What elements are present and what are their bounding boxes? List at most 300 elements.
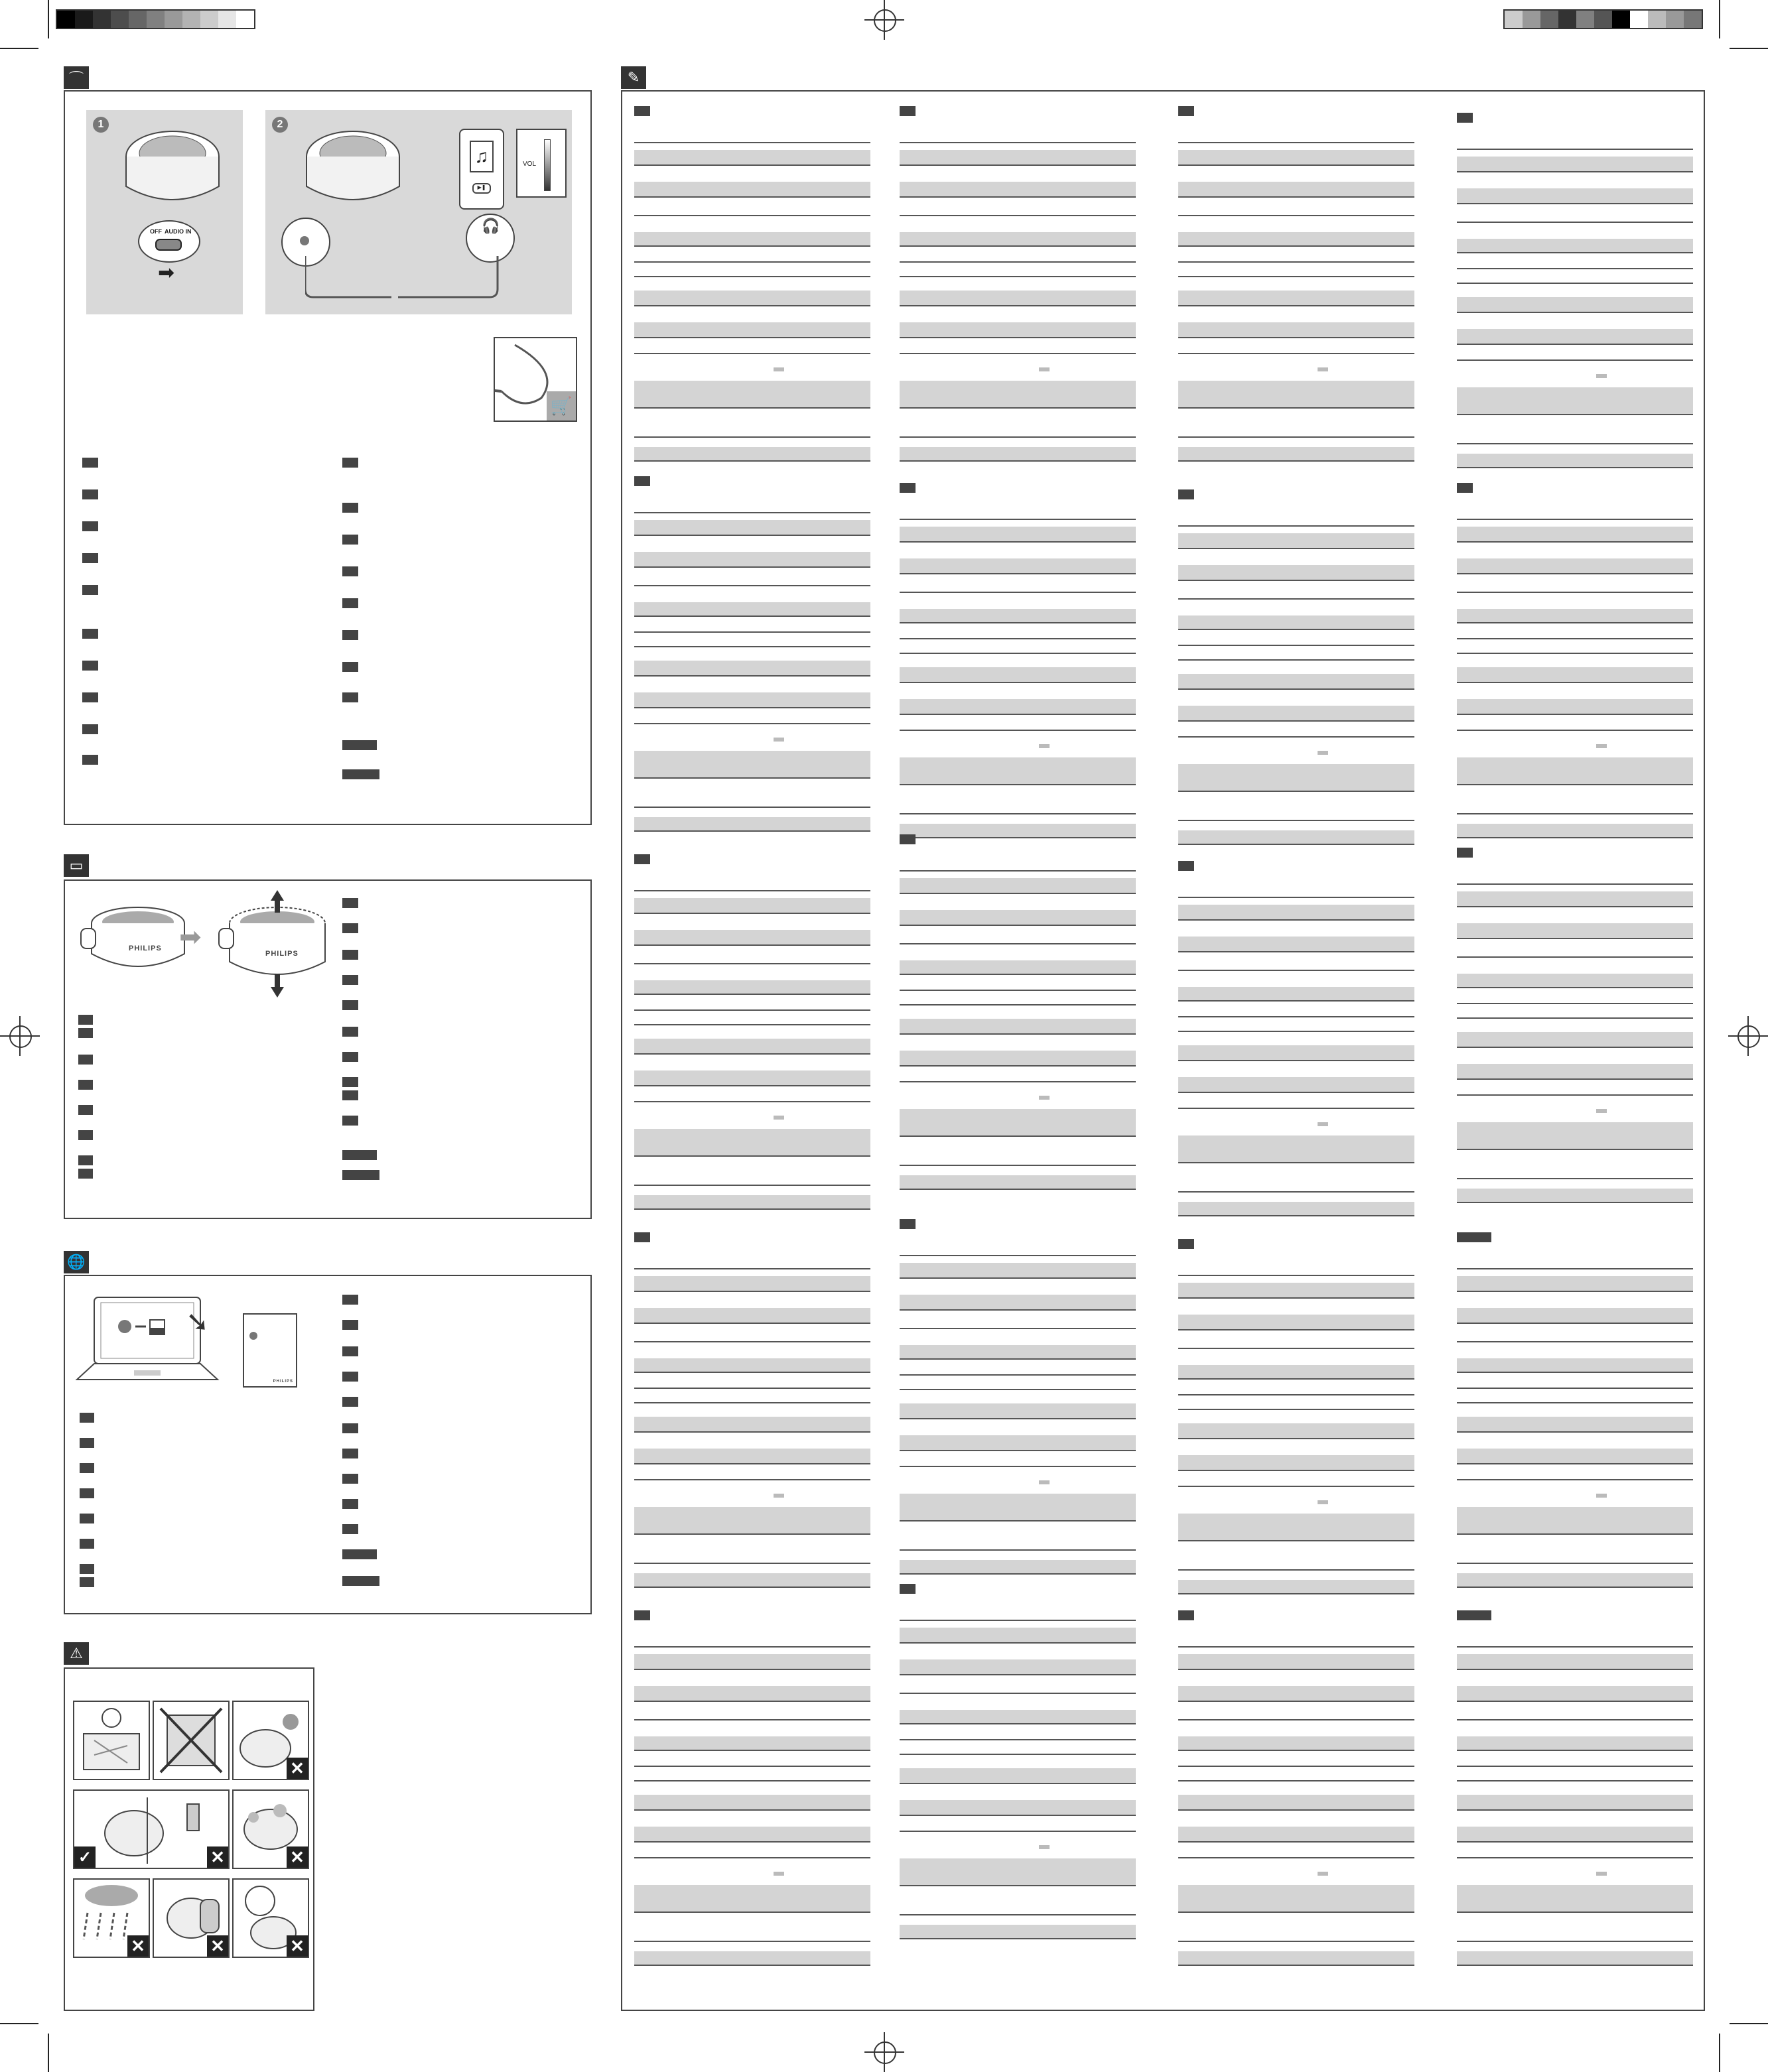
text-line bbox=[900, 1520, 1136, 1522]
text-line bbox=[634, 944, 870, 946]
no-water-icon bbox=[154, 1702, 228, 1779]
text-line bbox=[1178, 1766, 1414, 1767]
cable-accessory-box bbox=[494, 337, 577, 422]
language-code bbox=[1178, 489, 1194, 499]
text-line bbox=[900, 436, 1136, 438]
text-band bbox=[634, 182, 870, 196]
text-line bbox=[900, 990, 1136, 991]
doc-brand: PHILIPS bbox=[273, 1380, 293, 1384]
mini-mark bbox=[774, 1494, 784, 1498]
language-code bbox=[342, 1170, 379, 1180]
text-line bbox=[900, 1620, 1136, 1621]
text-line bbox=[1178, 305, 1414, 306]
text-line bbox=[634, 1053, 870, 1055]
text-band bbox=[900, 558, 1136, 573]
text-line bbox=[1457, 203, 1693, 204]
text-line bbox=[900, 305, 1136, 306]
language-code bbox=[634, 1610, 650, 1620]
text-line bbox=[1457, 1094, 1693, 1096]
text-line bbox=[1178, 791, 1414, 792]
text-band bbox=[900, 291, 1136, 305]
text-line bbox=[1457, 592, 1693, 593]
text-band bbox=[634, 1507, 870, 1533]
language-code bbox=[82, 629, 98, 639]
text-line bbox=[1457, 714, 1693, 715]
text-line bbox=[634, 777, 870, 779]
text-line bbox=[1178, 1646, 1414, 1648]
no-water-immersion-illustration bbox=[153, 1701, 230, 1780]
text-line bbox=[1178, 919, 1414, 921]
mini-mark bbox=[1596, 744, 1607, 748]
text-line bbox=[634, 276, 870, 277]
language-code bbox=[78, 1015, 93, 1025]
text-line bbox=[900, 1938, 1136, 1939]
text-line bbox=[1457, 1646, 1693, 1648]
text-line bbox=[634, 1750, 870, 1751]
text-line bbox=[1457, 883, 1693, 885]
text-band bbox=[1178, 1423, 1414, 1438]
text-line bbox=[1178, 720, 1414, 722]
text-line bbox=[900, 837, 1136, 838]
text-band bbox=[1457, 1885, 1693, 1911]
text-line bbox=[1178, 1108, 1414, 1109]
text-line bbox=[1457, 1780, 1693, 1781]
crop-mark bbox=[0, 48, 38, 49]
switch-slider bbox=[155, 239, 182, 251]
text-line bbox=[634, 1780, 870, 1781]
text-line bbox=[1457, 252, 1693, 253]
text-band bbox=[900, 182, 1136, 196]
text-band bbox=[1178, 764, 1414, 791]
text-line bbox=[634, 407, 870, 409]
text-band bbox=[1178, 987, 1414, 1000]
mini-mark bbox=[774, 1116, 784, 1120]
text-line bbox=[1457, 1291, 1693, 1292]
text-line bbox=[634, 830, 870, 832]
text-line bbox=[1457, 837, 1693, 838]
text-band bbox=[1178, 830, 1414, 844]
text-band bbox=[1178, 1795, 1414, 1809]
language-code bbox=[82, 724, 98, 734]
text-band bbox=[1178, 1283, 1414, 1297]
language-code bbox=[342, 1576, 379, 1586]
mini-mark bbox=[1318, 1872, 1328, 1876]
text-line bbox=[1178, 1569, 1414, 1571]
text-band bbox=[900, 150, 1136, 164]
text-line bbox=[634, 994, 870, 995]
crop-mark bbox=[1719, 0, 1720, 38]
text-line bbox=[900, 142, 1136, 143]
text-line bbox=[1457, 1372, 1693, 1373]
mini-mark bbox=[1318, 1122, 1328, 1126]
text-band bbox=[1178, 1135, 1414, 1162]
text-band bbox=[1457, 1189, 1693, 1202]
step-1-illustration bbox=[86, 110, 243, 314]
text-line bbox=[1178, 353, 1414, 354]
language-code bbox=[342, 1090, 358, 1100]
text-line bbox=[900, 196, 1136, 198]
language-code bbox=[342, 950, 358, 960]
text-line bbox=[634, 890, 870, 891]
text-line bbox=[900, 784, 1136, 785]
text-band bbox=[634, 291, 870, 305]
language-code bbox=[82, 692, 98, 702]
text-line bbox=[1178, 598, 1414, 600]
text-band bbox=[1457, 329, 1693, 344]
text-line bbox=[1457, 1809, 1693, 1811]
text-line bbox=[1178, 1809, 1414, 1811]
text-line bbox=[1178, 688, 1414, 690]
text-line bbox=[900, 1693, 1136, 1694]
text-line bbox=[634, 1586, 870, 1588]
text-band bbox=[900, 447, 1136, 460]
text-band bbox=[634, 602, 870, 615]
web-panel bbox=[64, 1275, 592, 1614]
text-band bbox=[634, 930, 870, 944]
language-code bbox=[342, 503, 358, 513]
text-line bbox=[1178, 645, 1414, 646]
text-band bbox=[1457, 527, 1693, 541]
text-line bbox=[634, 1208, 870, 1210]
speaker-icon bbox=[119, 123, 226, 210]
text-band bbox=[900, 1295, 1136, 1309]
text-band bbox=[900, 1800, 1136, 1815]
text-band bbox=[900, 1628, 1136, 1642]
text-line bbox=[1457, 1965, 1693, 1966]
language-code bbox=[900, 1219, 916, 1229]
text-band bbox=[1457, 1827, 1693, 1841]
mini-mark bbox=[1039, 744, 1050, 748]
text-band bbox=[1457, 1507, 1693, 1533]
allowed-icon: ✓ bbox=[74, 1846, 96, 1868]
text-line bbox=[1457, 541, 1693, 543]
dot-icon bbox=[249, 1332, 257, 1340]
language-code bbox=[82, 585, 98, 595]
text-band bbox=[1457, 1417, 1693, 1431]
switch-label-audio-in: AUDIO IN bbox=[165, 228, 192, 235]
pencil-icon: ✎ bbox=[627, 69, 640, 86]
text-band bbox=[900, 1560, 1136, 1573]
language-code bbox=[1457, 483, 1473, 493]
text-line bbox=[900, 1450, 1136, 1451]
text-line bbox=[1457, 1268, 1693, 1269]
text-band bbox=[634, 381, 870, 407]
language-code bbox=[342, 898, 358, 908]
headphone-icon: 🎧 bbox=[482, 218, 500, 234]
text-line bbox=[1178, 1841, 1414, 1843]
text-line bbox=[1457, 938, 1693, 939]
text-band bbox=[1178, 905, 1414, 919]
text-band bbox=[1457, 1951, 1693, 1965]
language-code bbox=[1178, 1239, 1194, 1249]
text-band bbox=[634, 1951, 870, 1965]
text-band bbox=[1457, 1032, 1693, 1047]
switch-label-off: OFF bbox=[150, 228, 162, 235]
text-line bbox=[1457, 1669, 1693, 1670]
language-code bbox=[900, 483, 916, 493]
text-line bbox=[900, 925, 1136, 926]
text-line bbox=[900, 407, 1136, 409]
mini-mark bbox=[1318, 751, 1328, 755]
text-line bbox=[900, 1081, 1136, 1082]
manual-tab bbox=[621, 66, 646, 89]
language-code bbox=[342, 1027, 358, 1037]
text-line bbox=[1457, 344, 1693, 345]
language-code bbox=[342, 1397, 358, 1407]
language-code bbox=[900, 1584, 916, 1594]
text-band bbox=[1178, 1365, 1414, 1378]
mini-mark bbox=[1596, 1872, 1607, 1876]
text-line bbox=[634, 1841, 870, 1843]
arrow-right-icon: ➡ bbox=[179, 923, 202, 952]
text-line bbox=[1457, 149, 1693, 150]
text-band bbox=[1457, 1358, 1693, 1372]
arrow-curved-icon: ➘ bbox=[186, 1306, 210, 1337]
text-line bbox=[900, 573, 1136, 574]
text-line bbox=[1178, 215, 1414, 216]
language-code bbox=[342, 975, 358, 985]
language-code bbox=[342, 1423, 358, 1433]
mini-mark bbox=[774, 738, 784, 742]
text-band bbox=[1178, 1686, 1414, 1701]
text-line bbox=[634, 1101, 870, 1102]
text-band bbox=[1457, 297, 1693, 312]
speaker-brand: PHILIPS bbox=[265, 950, 299, 958]
text-band bbox=[1178, 1202, 1414, 1215]
text-line bbox=[900, 1674, 1136, 1675]
language-code bbox=[78, 1080, 93, 1090]
text-line bbox=[1178, 1941, 1414, 1942]
language-code bbox=[82, 521, 98, 531]
text-line bbox=[1457, 622, 1693, 623]
text-band bbox=[900, 1175, 1136, 1189]
text-band bbox=[634, 1795, 870, 1809]
text-line bbox=[1457, 268, 1693, 269]
text-band bbox=[1457, 923, 1693, 938]
text-band bbox=[634, 1276, 870, 1291]
cable-icon: ⌒ bbox=[68, 70, 84, 87]
text-line bbox=[1178, 1378, 1414, 1380]
text-line bbox=[1178, 196, 1414, 198]
text-band bbox=[900, 527, 1136, 541]
language-code bbox=[342, 1372, 358, 1382]
multilingual-text-panel bbox=[621, 90, 1705, 2011]
text-line bbox=[1457, 1766, 1693, 1767]
volume-slider bbox=[544, 139, 551, 191]
text-band bbox=[900, 1019, 1136, 1033]
text-line bbox=[900, 730, 1136, 731]
text-line bbox=[900, 1004, 1136, 1005]
text-line bbox=[634, 723, 870, 724]
registration-mark-top bbox=[864, 0, 904, 40]
language-code bbox=[82, 755, 98, 765]
text-line bbox=[1457, 1341, 1693, 1342]
registration-mark-right bbox=[1728, 1016, 1768, 1056]
text-line bbox=[900, 215, 1136, 216]
text-line bbox=[1178, 1965, 1414, 1966]
text-line bbox=[634, 305, 870, 306]
text-line bbox=[634, 585, 870, 586]
no-dust-illustration bbox=[232, 1789, 309, 1869]
language-code bbox=[1457, 1232, 1491, 1242]
text-band bbox=[1457, 609, 1693, 622]
text-line bbox=[900, 1328, 1136, 1329]
text-line bbox=[900, 592, 1136, 593]
language-code bbox=[634, 476, 650, 486]
text-line bbox=[1178, 1060, 1414, 1061]
text-band bbox=[634, 1827, 870, 1841]
crop-mark bbox=[0, 2023, 38, 2024]
text-band bbox=[1178, 1077, 1414, 1092]
text-line bbox=[634, 164, 870, 166]
mini-mark bbox=[1596, 1494, 1607, 1498]
text-band bbox=[634, 520, 870, 535]
mini-mark bbox=[1318, 1500, 1328, 1504]
text-band bbox=[900, 960, 1136, 974]
cleaning-icon bbox=[74, 1791, 228, 1868]
text-line bbox=[1457, 359, 1693, 361]
text-line bbox=[900, 1914, 1136, 1915]
prohibited-icon: ✕ bbox=[207, 1846, 228, 1868]
text-line bbox=[634, 1533, 870, 1535]
language-code bbox=[1178, 106, 1194, 116]
mini-mark bbox=[1318, 367, 1328, 371]
mini-mark bbox=[1039, 1845, 1050, 1849]
text-line bbox=[900, 1573, 1136, 1575]
text-line bbox=[1178, 1470, 1414, 1471]
text-line bbox=[634, 1669, 870, 1670]
text-band bbox=[900, 1858, 1136, 1885]
text-line bbox=[1457, 730, 1693, 731]
text-line bbox=[1178, 337, 1414, 338]
text-line bbox=[1178, 580, 1414, 581]
text-line bbox=[1457, 653, 1693, 654]
text-line bbox=[1178, 1191, 1414, 1193]
language-code bbox=[342, 1077, 358, 1087]
text-line bbox=[900, 1389, 1136, 1390]
text-line bbox=[634, 261, 870, 263]
text-line bbox=[900, 682, 1136, 683]
text-line bbox=[634, 1291, 870, 1292]
text-band bbox=[1457, 188, 1693, 203]
text-line bbox=[1178, 436, 1414, 438]
text-line bbox=[634, 913, 870, 914]
text-line bbox=[634, 337, 870, 338]
text-line bbox=[900, 870, 1136, 872]
text-band bbox=[900, 699, 1136, 714]
text-line bbox=[1178, 897, 1414, 898]
text-line bbox=[1457, 1388, 1693, 1389]
text-band bbox=[1457, 1654, 1693, 1669]
text-line bbox=[900, 1739, 1136, 1740]
text-band bbox=[1457, 1736, 1693, 1750]
text-band bbox=[634, 232, 870, 245]
text-line bbox=[1457, 1078, 1693, 1080]
text-line bbox=[1178, 1275, 1414, 1276]
text-line bbox=[900, 1255, 1136, 1256]
step-number: 1 bbox=[93, 117, 109, 133]
text-band bbox=[634, 1039, 870, 1053]
text-line bbox=[1178, 951, 1414, 952]
volume-label: VOL bbox=[523, 161, 537, 168]
text-line bbox=[634, 535, 870, 536]
text-line bbox=[900, 893, 1136, 894]
text-line bbox=[900, 353, 1136, 354]
no-rain-illustration bbox=[73, 1878, 150, 1958]
connection-panel bbox=[64, 90, 592, 825]
text-line bbox=[1457, 443, 1693, 444]
speaker-expanded-icon bbox=[215, 887, 334, 1000]
text-band bbox=[900, 1109, 1136, 1135]
text-line bbox=[1457, 813, 1693, 814]
language-code bbox=[82, 458, 98, 468]
text-line bbox=[634, 1941, 870, 1942]
mini-mark bbox=[774, 367, 784, 371]
text-line bbox=[1457, 1533, 1693, 1535]
text-band bbox=[1457, 558, 1693, 573]
prohibited-icon: ✕ bbox=[287, 1758, 308, 1779]
language-code bbox=[1457, 1610, 1491, 1620]
text-line bbox=[900, 813, 1136, 814]
text-band bbox=[1178, 1827, 1414, 1841]
text-band bbox=[900, 1435, 1136, 1450]
text-line bbox=[900, 1033, 1136, 1035]
text-line bbox=[634, 963, 870, 964]
text-band bbox=[634, 1654, 870, 1669]
text-line bbox=[900, 1723, 1136, 1724]
text-band bbox=[1178, 232, 1414, 245]
prohibited-icon: ✕ bbox=[127, 1935, 149, 1957]
text-band bbox=[1178, 1885, 1414, 1911]
text-line bbox=[900, 1165, 1136, 1166]
text-band bbox=[1178, 291, 1414, 305]
text-band bbox=[634, 1070, 870, 1085]
speaker-icon bbox=[300, 123, 406, 210]
text-line bbox=[634, 615, 870, 617]
prohibited-icon: ✕ bbox=[207, 1935, 228, 1957]
language-code bbox=[1457, 848, 1473, 858]
mini-mark bbox=[1596, 1109, 1607, 1113]
text-line bbox=[1178, 1701, 1414, 1702]
text-line bbox=[634, 436, 870, 438]
text-band bbox=[900, 232, 1136, 245]
text-line bbox=[634, 1563, 870, 1564]
read-manual-illustration bbox=[73, 1701, 150, 1780]
connect-tab bbox=[64, 66, 89, 89]
text-band bbox=[1457, 757, 1693, 784]
text-line bbox=[900, 276, 1136, 277]
text-line bbox=[1178, 1438, 1414, 1439]
text-line bbox=[1178, 261, 1414, 263]
text-line bbox=[900, 714, 1136, 715]
text-line bbox=[1178, 629, 1414, 630]
text-line bbox=[634, 646, 870, 647]
text-line bbox=[1178, 1669, 1414, 1670]
text-band bbox=[1178, 674, 1414, 688]
language-code bbox=[342, 458, 358, 468]
text-band bbox=[900, 1659, 1136, 1674]
crop-mark bbox=[48, 2034, 49, 2072]
text-band bbox=[1457, 891, 1693, 906]
text-band bbox=[1457, 1064, 1693, 1078]
crop-mark bbox=[48, 0, 49, 38]
language-code bbox=[342, 1320, 358, 1330]
clean-with-cloth-illustration bbox=[73, 1789, 230, 1869]
language-code bbox=[342, 1524, 358, 1534]
text-band bbox=[900, 824, 1136, 837]
text-line bbox=[634, 566, 870, 568]
text-line bbox=[1457, 1003, 1693, 1004]
